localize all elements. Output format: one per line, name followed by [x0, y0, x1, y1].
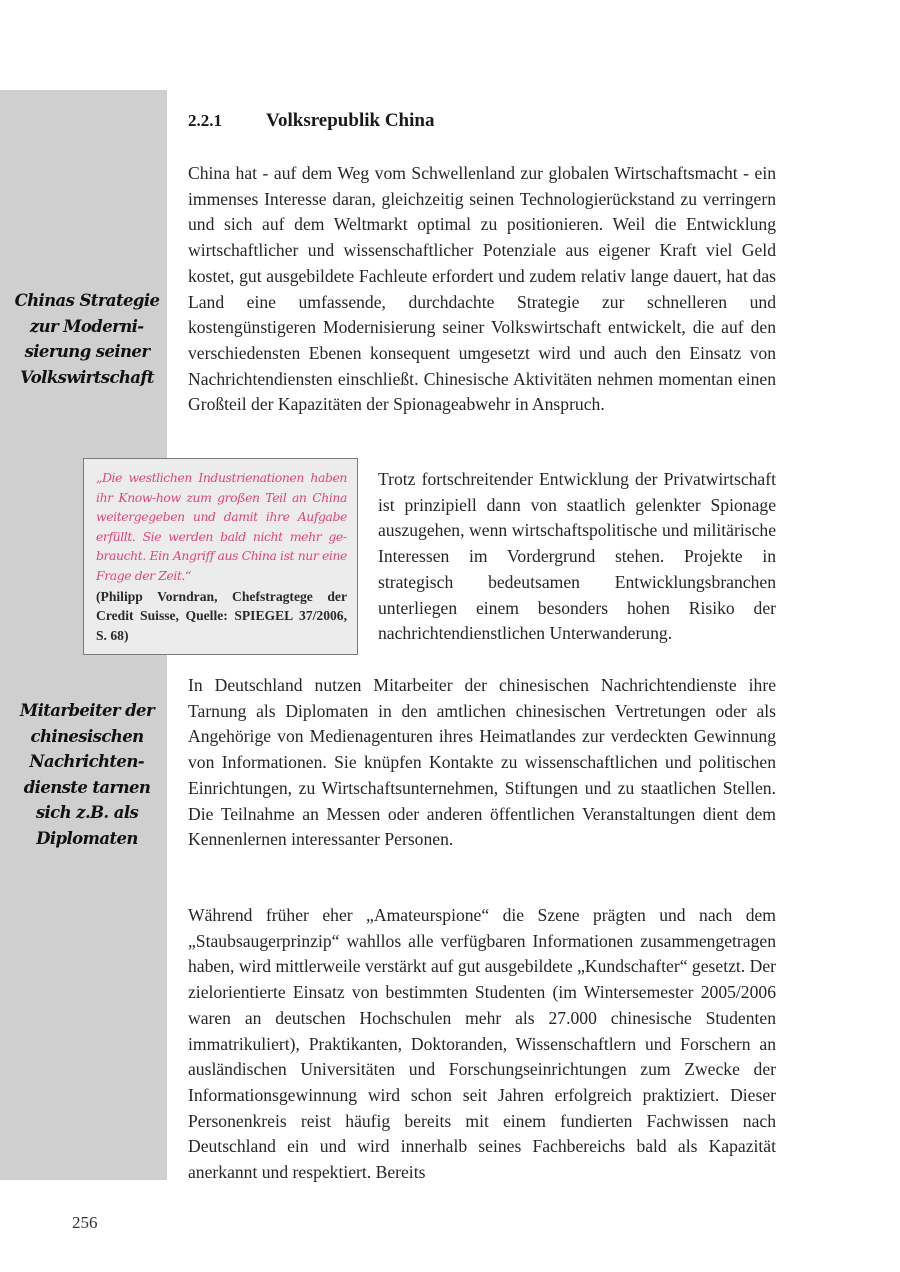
margin-note-diplomats: Mitarbeiter der chinesischen Nachrichtendienste tarnen sich z.B. als Diplomaten [19, 701, 155, 848]
quote-source: (Philipp Vorndran, Chefstragtege der Credit Suisse, Quelle: SPIEGEL 37/2006, S. 68) [96, 588, 347, 643]
quote-box [83, 458, 358, 655]
section-title: Volksrepublik China [266, 110, 435, 131]
paragraph-students: Während früher eher „Amateurspione“ die Szene prägten und nach dem „Staubsaugerprinzip“ wahllos alle verfügbaren Informationen zusammengetragen haben, wird mittlerweile verstärkt auf gut ausgebildete „Kundschafter“ gesetzt. Der zielorientierte Einsatz von bestimmten Studenten (im Wintersemester 2005/2006 waren an deutschen Hochschulen mehr als 27.000 chinesische Studenten immatrikuliert), Praktikanten, Doktoranden, Wissenschaftlern und Forschern an ausländischen Universitäten und Forschungseinrichtungen zum Zwecke der Informationsgewinnung wird schon seit Jahren erfolgreich praktiziert. Dieser Personenkreis reist häufig bereits mit einem fundierten Fachwissen nach Deutschland ein und wird innerhalb seines Fachbereichs bald als Kapazität anerkannt und respektiert. Bereits [188, 905, 776, 1183]
section-number: 2.2.1 [188, 111, 222, 130]
page-number: 256 [72, 1213, 98, 1232]
paragraph-state-espionage: Trotz fortschreitender Entwicklung der Privatwirtschaft ist prinzipiell dann von staatlich gelenkter Spionage auszugehen, wenn wirtschaftspolitische und militärische Interessen im Vordergrund stehen. Projekte in strategisch bedeutsamen Entwicklungsbranchen unterliegen einem besonders hohen Risiko der nachrichtendienstlichen Unterwanderung. [378, 469, 776, 644]
margin-note-strategy: Chinas Strategie zur Modernisierung seiner Volkswirtschaft [14, 291, 160, 387]
quote-text: „Die westlichen Industrienationen haben ihr Know-how zum großen Teil an China weitergegeben und damit ihre Aufgabe erfüllt. Sie werden bald nicht mehr gebraucht. Ein Angriff aus China ist nur eine Frage der Zeit.“ [96, 470, 347, 583]
paragraph-china-strategy: China hat - auf dem Weg vom Schwellenland zur globalen Wirtschaftsmacht - ein immenses Interesse daran, gleichzeitig seinen Technologierückstand zu verringern und sich auf dem Weltmarkt optimal zu positionieren. Weil die Entwicklung wirtschaftlicher und wissenschaftlicher Potenziale aus eigener Kraft viel Geld kostet, gut ausgebildete Fachleute erfordert und zudem relativ lange dauert, hat das Land eine umfassende, durchdachte Strategie zur schnelleren und kostengünstigeren Modernisierung seiner Volkswirtschaft entwickelt, die auf den verschiedensten Ebenen konsequent umgesetzt wird und auch den Einsatz von Nachrichtendiensten einschließt. Chinesische Aktivitäten nehmen momentan einen Großteil der Kapazitäten der Spionageabwehr in Anspruch. [188, 163, 776, 415]
section-heading [188, 110, 434, 132]
paragraph-diplomats: In Deutschland nutzen Mitarbeiter der chinesischen Nachrichtendienste ihre Tarnung als Diplomaten in den amtlichen chinesischen Vertretungen oder als Angehörige von Medienagenturen ihres Heimatlandes zur verdeckten Gewinnung von Informationen. Sie knüpfen Kontakte zu wissenschaftlichen und politischen Einrichtungen, zu Wirtschaftsunternehmen, Stiftungen und zu staatlichen Stellen. Die Teilnahme an Messen oder anderen öffentlichen Veranstaltungen dient dem Kennenlernen interessanter Personen. [188, 675, 776, 850]
